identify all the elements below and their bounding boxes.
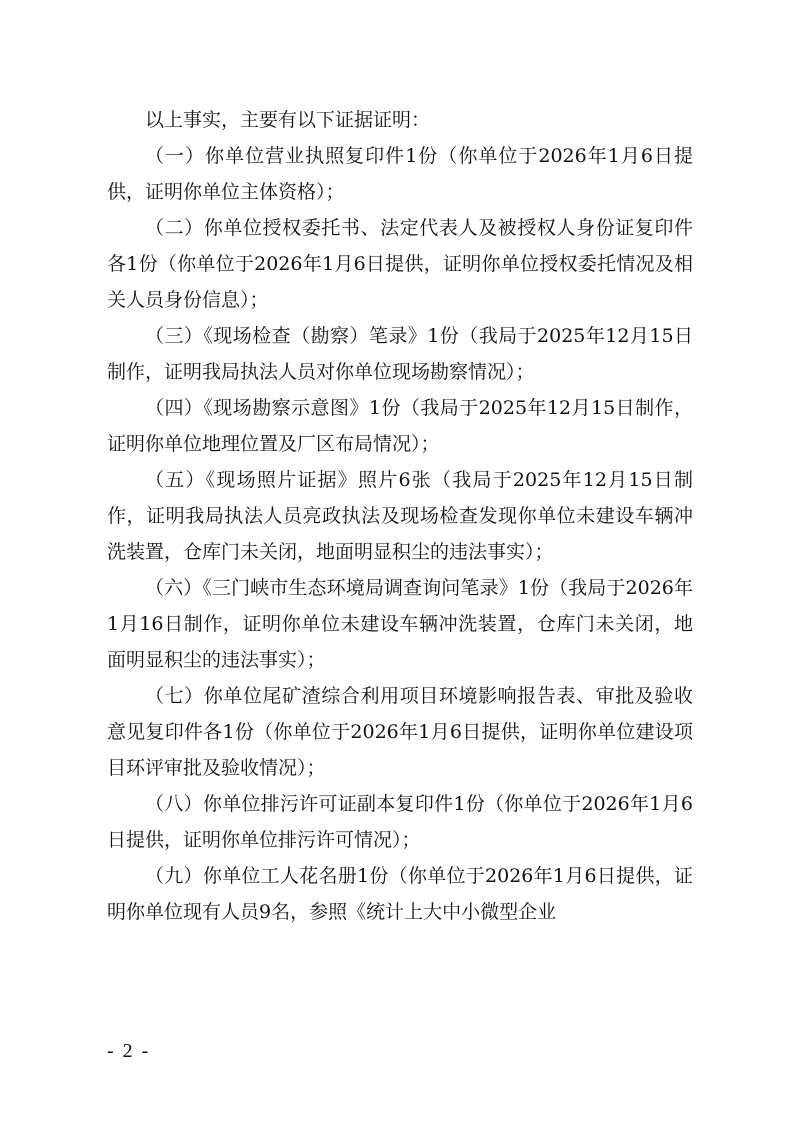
document-body — [107, 102, 693, 930]
paragraph-evidence-4: （四）《现场勘察示意图》1份（我局于2025年12月15日制作，证明你单位地理位置及厂区布局情况）； — [107, 397, 693, 455]
page-number: - 2 - — [107, 1040, 151, 1062]
paragraph-evidence-2: （二）你单位授权委托书、法定代表人及被授权人身份证复印件各1份（你单位于2026年1月6日提供，证明你单位授权委托情况及相关人员身份信息）； — [107, 217, 693, 311]
paragraph-evidence-1: （一）你单位营业执照复印件1份（你单位于2026年1月6日提供，证明你单位主体资格）； — [107, 145, 693, 203]
paragraph-evidence-6: （六）《三门峡市生态环境局调查询问笔录》1份（我局于2026年1月16日制作，证明你单位未建设车辆冲洗装置，仓库门未关闭，地面明显积尘的违法事实）； — [107, 577, 693, 671]
paragraph-evidence-7: （七）你单位尾矿渣综合利用项目环境影响报告表、审批及验收意见复印件各1份（你单位于2026年1月6日提供，证明你单位建设项目环评审批及验收情况）； — [107, 685, 693, 779]
paragraph-intro: 以上事实，主要有以下证据证明： — [145, 109, 431, 131]
paragraph-evidence-9: （九）你单位工人花名册1份（你单位于2026年1月6日提供，证明你单位现有人员9名，参照《统计上大中小微型企业 — [107, 865, 693, 923]
paragraph-evidence-8: （八）你单位排污许可证副本复印件1份（你单位于2026年1月6日提供，证明你单位排污许可情况）； — [107, 793, 693, 851]
paragraph-evidence-5: （五）《现场照片证据》照片6张（我局于2025年12月15日制作，证明我局执法人员亮政执法及现场检查发现你单位未建设车辆冲洗装置，仓库门未关闭，地面明显积尘的违法事实）； — [107, 469, 693, 563]
paragraph-evidence-3: （三）《现场检查（勘察）笔录》1份（我局于2025年12月15日制作，证明我局执法人员对你单位现场勘察情况）； — [107, 325, 693, 383]
